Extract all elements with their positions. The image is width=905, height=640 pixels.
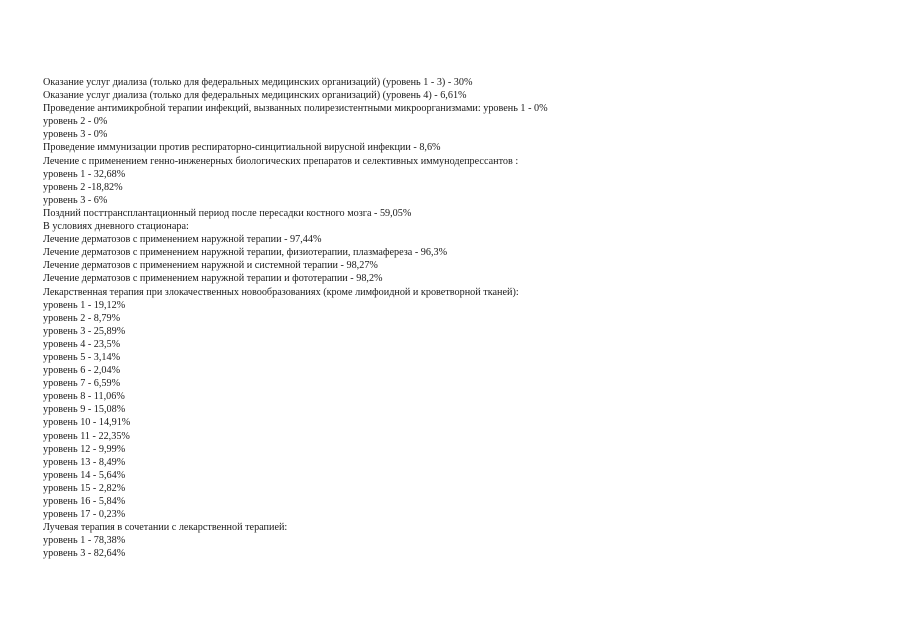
text-line: Лечение с применением генно-инженерных биологических препаратов и селективных иммунодепрессантов : <box>43 155 519 167</box>
text-line: уровень 11 - 22,35% <box>43 430 130 442</box>
text-line: уровень 15 - 2,82% <box>43 482 126 494</box>
text-line: Проведение антимикробной терапии инфекций, вызванных полирезистентными микроорганизмами: уровень 1 - 0% <box>43 103 548 115</box>
text-line: уровень 13 - 8,49% <box>43 456 126 468</box>
text-line: Лечение дерматозов с применением наружной терапии и фототерапии - 98,2% <box>43 273 383 285</box>
text-line: уровень 3 - 82,64% <box>43 548 126 560</box>
text-line: В условиях дневного стационара: <box>43 221 189 233</box>
text-line: уровень 3 - 0% <box>43 129 108 141</box>
text-line: уровень 10 - 14,91% <box>43 417 131 429</box>
text-line: Проведение иммунизации против респираторно-синцитиальной вирусной инфекции - 8,6% <box>43 142 441 154</box>
text-line: уровень 6 - 2,04% <box>43 365 121 377</box>
text-line: уровень 17 - 0,23% <box>43 509 126 521</box>
text-line: уровень 3 - 6% <box>43 194 108 206</box>
text-line: Поздний посттрансплантационный период после пересадки костного мозга - 59,05% <box>43 207 412 219</box>
text-line: уровень 1 - 19,12% <box>43 299 126 311</box>
text-line: уровень 16 - 5,84% <box>43 496 126 507</box>
text-line: уровень 12 - 9,99% <box>43 443 126 455</box>
text-line: уровень 2 -18,82% <box>43 181 123 193</box>
text-line: уровень 14 - 5,64% <box>43 469 126 481</box>
text-line: уровень 8 - 11,06% <box>43 391 125 403</box>
text-line: уровень 1 - 78,38% <box>43 535 126 547</box>
text-line: уровень 5 - 3,14% <box>43 351 121 363</box>
text-line: Оказание услуг диализа (только для федеральных медицинских организаций) (уровень 1 - 3) - 30% <box>43 77 473 88</box>
text-line: уровень 3 - 25,89% <box>43 325 126 337</box>
text-line: Лечение дерматозов с применением наружной и системной терапии - 98,27% <box>43 260 378 272</box>
text-line: уровень 7 - 6,59% <box>43 378 121 390</box>
document-text-block <box>43 76 883 560</box>
text-line: Лечение дерматозов с применением наружной терапии, физиотерапии, плазмафереза - 96,3% <box>43 247 448 259</box>
text-line: Лекарственная терапия при злокачественных новообразованиях (кроме лимфоидной и кроветворной тканей): <box>43 286 519 298</box>
text-line: уровень 2 - 0% <box>43 116 108 128</box>
text-line: Оказание услуг диализа (только для федеральных медицинских организаций) (уровень 4) - 6,61% <box>43 90 467 102</box>
text-line: уровень 2 - 8,79% <box>43 312 121 324</box>
text-line: уровень 4 - 23,5% <box>43 338 121 350</box>
text-line: Лечение дерматозов с применением наружной терапии - 97,44% <box>43 234 322 246</box>
text-line: уровень 9 - 15,08% <box>43 404 126 416</box>
text-line: Лучевая терапия в сочетании с лекарственной терапией: <box>43 522 288 534</box>
text-line: уровень 1 - 32,68% <box>43 168 126 180</box>
